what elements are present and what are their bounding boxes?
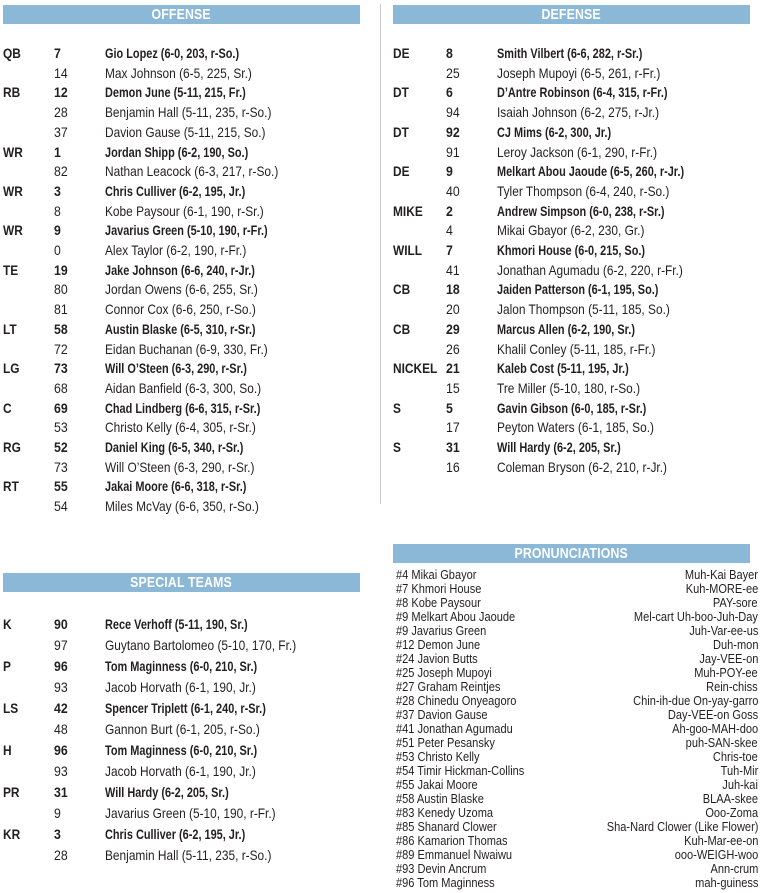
jersey-number: 93: [54, 679, 68, 695]
depth-row: [3, 845, 360, 865]
jersey-number: 28: [54, 847, 68, 863]
pronunciation-text: Day-VEE-on Goss: [667, 706, 758, 722]
player-name: Daniel King (6-5, 340, r-Sr.): [105, 439, 244, 455]
player-name: Spencer Triplett (6-1, 240, r-Sr.): [105, 700, 266, 716]
jersey-number: 9: [54, 805, 61, 821]
player-name: Javarius Green (5-10, 190, r-Fr.): [105, 222, 268, 239]
depth-row: [393, 240, 750, 260]
player-name: Jonathan Agumadu (6-2, 220, r-Fr.): [497, 261, 683, 278]
player-name: Khmori House (6-0, 215, So.): [497, 242, 646, 258]
position-label: DT: [393, 84, 409, 101]
pronunciation-text: Juh-Var-ee-us: [688, 622, 758, 638]
pronunciation-row: [396, 596, 758, 610]
depth-row: [3, 457, 360, 477]
depth-row: [393, 220, 750, 240]
depth-row: [393, 201, 750, 221]
pronunciation-text: Muh-POY-ee: [694, 664, 758, 680]
pronunciation-row: [396, 834, 758, 848]
player-name: Smith Vilbert (6-6, 282, r-Sr.): [497, 45, 643, 61]
position-label: DE: [393, 45, 410, 61]
depth-row: [3, 82, 360, 102]
jersey-number: 73: [54, 458, 68, 475]
position-label: WR: [3, 182, 23, 199]
player-name: Kaleb Cost (5-11, 195, Jr.): [497, 360, 629, 377]
jersey-number: 94: [446, 104, 460, 121]
special-teams-depth-chart: [3, 592, 360, 863]
jersey-number: 9: [446, 163, 453, 180]
depth-row: [3, 476, 360, 496]
depth-row: [393, 63, 750, 83]
player-name: #7 Khmori House: [396, 580, 482, 596]
depth-row: [393, 181, 750, 201]
player-name: #28 Chinedu Onyeagoro: [396, 692, 517, 708]
jersey-number: 55: [54, 478, 68, 495]
depth-row: [393, 378, 750, 398]
player-name: Gavin Gibson (6-0, 185, r-Sr.): [497, 399, 647, 416]
depth-row: [393, 161, 750, 181]
player-name: #51 Peter Pesansky: [396, 734, 495, 750]
player-name: Jacob Horvath (6-1, 190, Jr.): [105, 679, 256, 695]
player-name: Javarius Green (5-10, 190, r-Fr.): [105, 805, 276, 821]
position-label: NICKEL: [393, 360, 438, 377]
player-name: Benjamin Hall (5-11, 235, r-So.): [105, 104, 272, 121]
jersey-number: 97: [54, 637, 68, 653]
jersey-number: 17: [446, 419, 460, 436]
jersey-number: 3: [54, 826, 61, 842]
offense-depth-chart: [3, 24, 360, 515]
depth-row: [393, 43, 750, 63]
depth-row: [3, 496, 360, 516]
pronunciation-text: Muh-Kai Bayer: [684, 567, 758, 582]
special-teams-header: SPECIAL TEAMS: [3, 573, 360, 592]
depth-row: [393, 417, 750, 437]
player-name: Coleman Bryson (6-2, 210, r-Jr.): [497, 458, 667, 475]
depth-row: [3, 740, 360, 760]
player-name: Jakai Moore (6-6, 318, r-Sr.): [105, 478, 247, 495]
pronunciation-text: Sha-Nard Clower (Like Flower): [606, 818, 758, 834]
player-name: Will O’Steen (6-3, 290, r-Sr.): [105, 458, 255, 475]
jersey-number: 20: [446, 301, 460, 318]
pronunciation-text: puh-SAN-skee: [686, 734, 758, 750]
pronunciation-text: Tuh-Mir: [720, 762, 758, 778]
player-name: Jordan Shipp (6-2, 190, So.): [105, 143, 249, 160]
jersey-number: 92: [446, 123, 460, 140]
position-label: RG: [3, 439, 21, 455]
pronunciation-row: [396, 638, 758, 652]
column-divider: [380, 4, 381, 504]
position-label: S: [393, 399, 401, 416]
position-label: K: [3, 616, 12, 632]
player-name: Benjamin Hall (5-11, 235, r-So.): [105, 847, 272, 863]
jersey-number: 21: [446, 360, 460, 377]
depth-row: [393, 319, 750, 339]
player-name: Max Johnson (6-5, 225, Sr.): [105, 64, 252, 81]
pronunciation-text: ooo-WEIGH-woo: [674, 846, 758, 862]
jersey-number: 8: [446, 45, 453, 61]
depth-row: [393, 358, 750, 378]
player-name: Tom Maginness (6-0, 210, Sr.): [105, 658, 258, 674]
depth-row: [3, 220, 360, 240]
player-name: Davion Gause (5-11, 215, So.): [105, 123, 266, 140]
player-name: Jaiden Patterson (6-1, 195, So.): [497, 281, 659, 298]
player-name: #24 Javion Butts: [396, 650, 478, 666]
jersey-number: 73: [54, 360, 68, 377]
pronunciation-row: [396, 568, 758, 582]
defense-panel: [393, 5, 750, 484]
depth-row: [3, 437, 360, 457]
player-name: Demon June (5-11, 215, Fr.): [105, 84, 246, 101]
jersey-number: 69: [54, 399, 68, 416]
pronunciations-header: PRONUNCIATIONS: [393, 544, 750, 563]
pronunciation-text: Ooo-Zoma: [705, 804, 758, 820]
jersey-number: 19: [54, 261, 68, 278]
jersey-number: 4: [446, 222, 453, 239]
jersey-number: 58: [54, 320, 68, 337]
player-name: Chris Culliver (6-2, 195, Jr.): [105, 182, 246, 199]
player-name: #55 Jakai Moore: [396, 776, 478, 792]
player-name: Peyton Waters (6-1, 185, So.): [497, 419, 654, 436]
jersey-number: 18: [446, 281, 460, 298]
jersey-number: 1: [54, 143, 61, 160]
jersey-number: 41: [446, 261, 460, 278]
jersey-number: 31: [446, 439, 460, 455]
depth-row: [3, 656, 360, 676]
jersey-number: 16: [446, 458, 460, 475]
depth-row: [3, 319, 360, 339]
player-name: Chad Lindberg (6-6, 315, r-Sr.): [105, 399, 261, 416]
jersey-number: 8: [54, 202, 61, 219]
player-name: Aidan Banfield (6-3, 300, So.): [105, 379, 262, 396]
position-label: PR: [3, 784, 20, 800]
position-label: TE: [3, 261, 19, 278]
depth-row: [393, 279, 750, 299]
player-name: Leroy Jackson (6-1, 290, r-Fr.): [497, 143, 658, 160]
player-name: Will O’Steen (6-3, 290, r-Sr.): [105, 360, 247, 377]
pronunciation-row: [396, 764, 758, 778]
depth-row: [3, 698, 360, 718]
depth-row: [393, 437, 750, 457]
player-name: #58 Austin Blaske: [396, 790, 484, 806]
player-name: Melkart Abou Jaoude (6-5, 260, r-Jr.): [497, 163, 685, 180]
depth-row: [3, 260, 360, 280]
position-label: P: [3, 658, 11, 674]
position-label: WR: [3, 222, 23, 239]
player-name: Eidan Buchanan (6-9, 330, Fr.): [105, 340, 268, 357]
depth-row: [3, 803, 360, 823]
position-label: LG: [3, 360, 20, 377]
jersey-number: 29: [446, 320, 460, 337]
depth-row: [3, 102, 360, 122]
position-label: QB: [3, 45, 21, 61]
depth-row: [393, 142, 750, 162]
player-name: #54 Timir Hickman-Collins: [396, 762, 525, 778]
pronunciation-row: [396, 610, 758, 624]
jersey-number: 12: [54, 84, 68, 101]
depth-row: [393, 102, 750, 122]
position-label: KR: [3, 826, 21, 842]
pronunciation-text: Rein-chiss: [706, 678, 758, 694]
jersey-number: 81: [54, 301, 68, 318]
depth-row: [3, 339, 360, 359]
player-name: #41 Jonathan Agumadu: [396, 720, 513, 736]
player-name: #53 Christo Kelly: [396, 748, 480, 764]
pronunciation-row: [396, 806, 758, 820]
depth-row: [3, 240, 360, 260]
depth-row: [3, 279, 360, 299]
position-label: WR: [3, 143, 23, 160]
pronunciation-row: [396, 736, 758, 750]
pronunciation-row: [396, 722, 758, 736]
player-name: #9 Javarius Green: [396, 622, 487, 638]
jersey-number: 26: [446, 340, 460, 357]
depth-row: [3, 299, 360, 319]
offense-header: OFFENSE: [3, 5, 360, 24]
position-label: RT: [3, 478, 19, 495]
jersey-number: 91: [446, 143, 460, 160]
pronunciation-row: [396, 876, 758, 890]
depth-row: [3, 201, 360, 221]
pronunciation-text: Jay-VEE-on: [699, 650, 758, 666]
position-label: S: [393, 439, 401, 455]
player-name: Isaiah Johnson (6-2, 275, r-Jr.): [497, 104, 660, 121]
player-name: Miles McVay (6-6, 350, r-So.): [105, 498, 259, 515]
player-name: Tyler Thompson (6-4, 240, r-So.): [497, 182, 670, 199]
jersey-number: 14: [54, 64, 68, 81]
pronunciation-text: Chris-toe: [713, 748, 758, 764]
pronunciation-text: Kuh-MORE-ee: [685, 580, 758, 596]
player-name: Chris Culliver (6-2, 195, Jr.): [105, 826, 246, 842]
jersey-number: 3: [54, 182, 61, 199]
jersey-number: 6: [446, 84, 453, 101]
player-name: Alex Taylor (6-2, 190, r-Fr.): [105, 242, 247, 258]
depth-row: [3, 635, 360, 655]
offense-panel: [3, 5, 360, 515]
depth-row: [3, 417, 360, 437]
player-name: #89 Emmanuel Nwaiwu: [396, 846, 513, 862]
jersey-number: 48: [54, 721, 68, 737]
player-name: Will Hardy (6-2, 205, Sr.): [497, 439, 621, 455]
depth-row: [393, 82, 750, 102]
player-name: Gannon Burt (6-1, 205, r-So.): [105, 721, 260, 737]
depth-row: [393, 299, 750, 319]
jersey-number: 42: [54, 700, 68, 716]
jersey-number: 96: [54, 658, 68, 674]
depth-row: [393, 122, 750, 142]
jersey-number: 28: [54, 104, 68, 121]
player-name: #37 Davion Gause: [396, 706, 488, 722]
jersey-number: 96: [54, 742, 68, 758]
player-name: D’Antre Robinson (6-4, 315, r-Fr.): [497, 84, 668, 101]
depth-row: [3, 824, 360, 844]
jersey-number: 68: [54, 379, 68, 396]
player-name: Jacob Horvath (6-1, 190, Jr.): [105, 763, 256, 779]
player-name: Nathan Leacock (6-3, 217, r-So.): [105, 163, 279, 180]
player-name: #27 Graham Reintjes: [396, 678, 501, 694]
pronunciation-text: Mel-cart Uh-boo-Juh-Day: [633, 608, 758, 624]
player-name: Kobe Paysour (6-1, 190, r-Sr.): [105, 202, 264, 219]
player-name: Will Hardy (6-2, 205, Sr.): [105, 784, 229, 800]
depth-row: [393, 457, 750, 477]
player-name: #85 Shanard Clower: [396, 818, 497, 834]
pronunciation-row: [396, 666, 758, 680]
depth-row: [3, 181, 360, 201]
pronunciation-row: [396, 582, 758, 596]
position-label: RB: [3, 84, 21, 101]
player-name: Jake Johnson (6-6, 240, r-Jr.): [105, 261, 255, 278]
player-name: Rece Verhoff (5-11, 190, Sr.): [105, 616, 248, 632]
position-label: WILL: [393, 242, 423, 258]
depth-row: [3, 719, 360, 739]
position-label: MIKE: [393, 202, 423, 219]
pronunciations-list: [396, 563, 758, 893]
jersey-number: 9: [54, 222, 61, 239]
position-label: H: [3, 742, 12, 758]
pronunciation-row: [396, 778, 758, 792]
pronunciation-row: [396, 694, 758, 708]
player-name: #12 Demon June: [396, 636, 481, 652]
player-name: #9 Melkart Abou Jaoude: [396, 608, 516, 624]
jersey-number: 72: [54, 340, 68, 357]
jersey-number: 2: [446, 202, 453, 219]
jersey-number: 90: [54, 616, 68, 632]
pronunciations-panel: [393, 544, 758, 893]
depth-row: [3, 761, 360, 781]
pronunciation-text: PAY-sore: [713, 594, 758, 610]
pronunciation-text: mah-guiness: [694, 874, 758, 890]
depth-row: [3, 677, 360, 697]
pronunciation-text: Chin-ih-due On-yay-garro: [632, 692, 758, 708]
jersey-number: 52: [54, 439, 68, 455]
jersey-number: 0: [54, 242, 61, 258]
position-label: LT: [3, 320, 17, 337]
player-name: Mikai Gbayor (6-2, 230, Gr.): [497, 222, 645, 239]
player-name: #93 Devin Ancrum: [396, 860, 487, 876]
pronunciation-row: [396, 624, 758, 638]
player-name: Joseph Mupoyi (6-5, 261, r-Fr.): [497, 64, 661, 81]
pronunciation-text: Ann-crum: [710, 860, 758, 876]
jersey-number: 25: [446, 64, 460, 81]
jersey-number: 80: [54, 281, 68, 298]
player-name: Christo Kelly (6-4, 305, r-Sr.): [105, 419, 256, 436]
jersey-number: 37: [54, 123, 68, 140]
depth-row: [393, 398, 750, 418]
player-name: Jordan Owens (6-6, 255, Sr.): [105, 281, 258, 298]
position-label: CB: [393, 281, 411, 298]
jersey-number: 7: [54, 45, 61, 61]
player-name: CJ Mims (6-2, 300, Jr.): [497, 123, 612, 140]
jersey-number: 7: [446, 242, 453, 258]
player-name: Tom Maginness (6-0, 210, Sr.): [105, 742, 258, 758]
depth-row: [3, 122, 360, 142]
player-name: Marcus Allen (6-2, 190, Sr.): [497, 320, 635, 337]
depth-row: [3, 142, 360, 162]
player-name: Tre Miller (5-10, 180, r-So.): [497, 379, 641, 396]
player-name: #83 Kenedy Uzoma: [396, 804, 494, 820]
pronunciation-row: [396, 820, 758, 834]
position-label: DT: [393, 123, 409, 140]
pronunciation-text: Juh-kai: [722, 776, 758, 792]
depth-row: [3, 63, 360, 83]
pronunciation-text: Duh-mon: [712, 636, 758, 652]
player-name: #25 Joseph Mupoyi: [396, 664, 492, 680]
position-label: DE: [393, 163, 410, 180]
position-label: CB: [393, 320, 411, 337]
defense-depth-chart: [393, 24, 750, 484]
defense-header: DEFENSE: [393, 5, 750, 24]
jersey-number: 15: [446, 379, 460, 396]
depth-row: [3, 43, 360, 63]
jersey-number: 5: [446, 399, 453, 416]
player-name: #4 Mikai Gbayor: [396, 567, 477, 582]
jersey-number: 93: [54, 763, 68, 779]
player-name: Austin Blaske (6-5, 310, r-Sr.): [105, 320, 256, 337]
player-name: Gio Lopez (6-0, 203, r-So.): [105, 45, 240, 61]
depth-row: [3, 614, 360, 634]
depth-row: [3, 398, 360, 418]
pronunciation-row: [396, 652, 758, 666]
jersey-number: 40: [446, 182, 460, 199]
depth-row: [3, 782, 360, 802]
jersey-number: 53: [54, 419, 68, 436]
depth-row: [3, 161, 360, 181]
special-teams-panel: [3, 573, 360, 863]
pronunciation-text: BLAA-skee: [702, 790, 758, 806]
position-label: C: [3, 399, 12, 416]
pronunciation-row: [396, 862, 758, 876]
pronunciation-row: [396, 792, 758, 806]
player-name: #86 Kamarion Thomas: [396, 832, 508, 848]
player-name: #8 Kobe Paysour: [396, 594, 481, 610]
player-name: Guytano Bartolomeo (5-10, 170, Fr.): [105, 637, 297, 653]
depth-row: [393, 260, 750, 280]
pronunciation-row: [396, 708, 758, 722]
player-name: Connor Cox (6-6, 250, r-So.): [105, 301, 256, 318]
jersey-number: 82: [54, 163, 68, 180]
position-label: LS: [3, 700, 19, 716]
jersey-number: 31: [54, 784, 68, 800]
pronunciation-row: [396, 680, 758, 694]
pronunciation-text: Ah-goo-MAH-doo: [672, 720, 758, 736]
depth-row: [393, 339, 750, 359]
player-name: Khalil Conley (5-11, 185, r-Fr.): [497, 340, 656, 357]
jersey-number: 54: [54, 498, 68, 515]
player-name: Jalon Thompson (5-11, 185, So.): [497, 301, 670, 318]
pronunciation-row: [396, 848, 758, 862]
pronunciation-row: [396, 750, 758, 764]
depth-row: [3, 378, 360, 398]
pronunciation-text: Kuh-Mar-ee-on: [683, 832, 758, 848]
depth-row: [3, 358, 360, 378]
player-name: Andrew Simpson (6-0, 238, r-Sr.): [497, 202, 665, 219]
player-name: #96 Tom Maginness: [396, 874, 495, 890]
